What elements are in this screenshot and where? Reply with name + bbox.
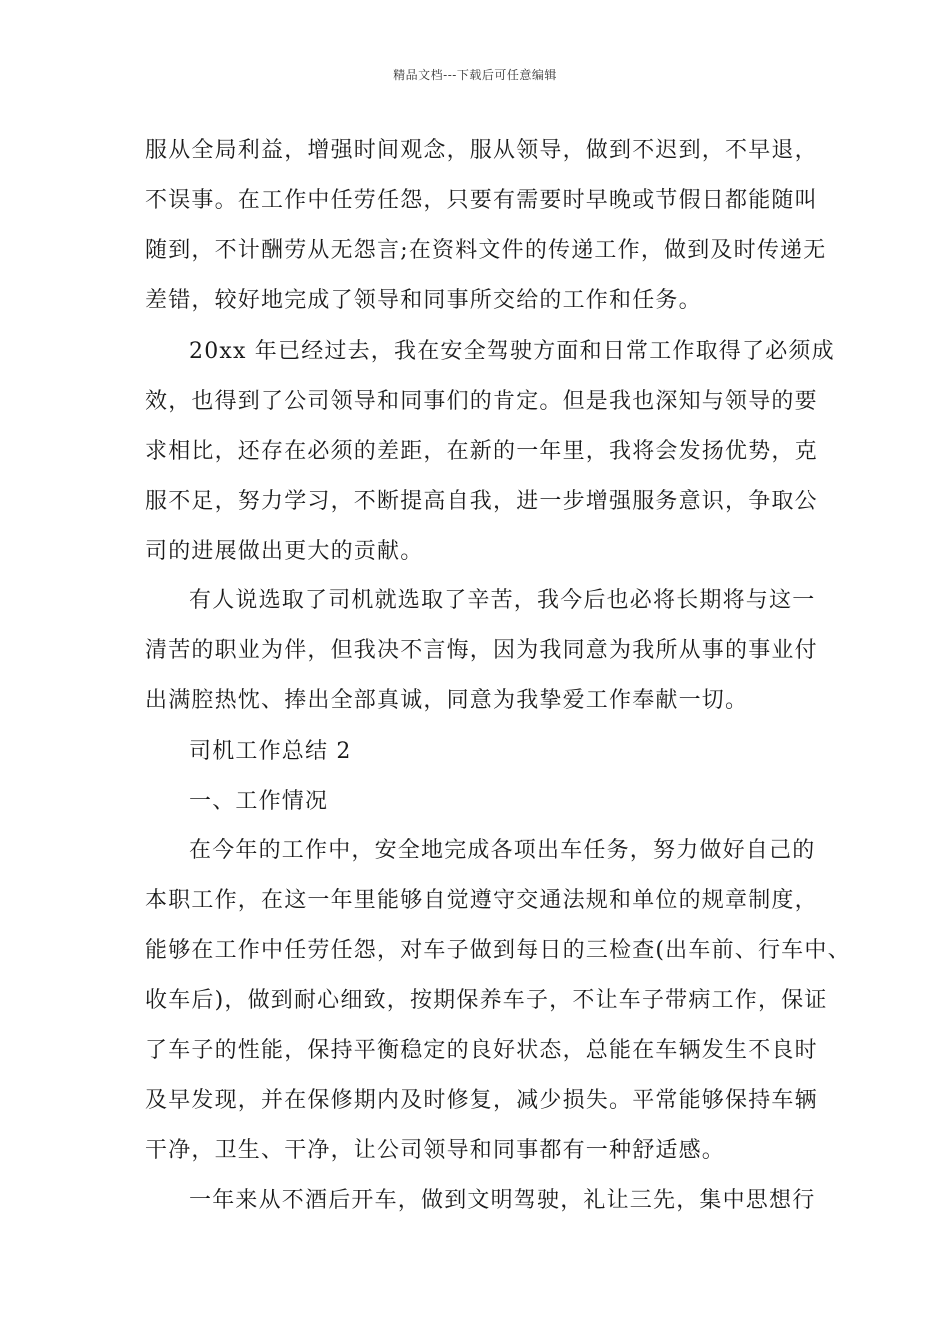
body-line: 收车后)，做到耐心细致，按期保养车子，不让车子带病工作，保证 <box>145 988 828 1013</box>
body-line: 及早发现，并在保修期内及时修复，减少损失。平常能够保持车辆 <box>145 1088 818 1113</box>
section-title: 司机工作总结 2 <box>189 739 352 764</box>
body-line: 随到，不计酬劳从无怨言;在资料文件的传递工作，做到及时传递无 <box>145 238 827 263</box>
paragraph-first-line: 有人说选取了司机就选取了辛苦，我今后也必将长期将与这一 <box>189 588 816 613</box>
body-line: 清苦的职业为伴，但我决不言悔，因为我同意为我所从事的事业付 <box>145 638 818 663</box>
paragraph-first-line: 在今年的工作中，安全地完成各项出车任务，努力做好自己的 <box>189 838 816 863</box>
body-line: 不误事。在工作中任劳任怨，只要有需要时早晚或节假日都能随叫 <box>145 188 818 213</box>
body-line: 差错，较好地完成了领导和同事所交给的工作和任务。 <box>145 288 702 313</box>
body-line: 出满腔热忱、捧出全部真诚，同意为我挚爱工作奉献一切。 <box>145 688 749 713</box>
body-line: 效，也得到了公司领导和同事们的肯定。但是我也深知与领导的要 <box>145 389 818 414</box>
body-line: 服从全局利益，增强时间观念，服从领导，做到不迟到，不早退， <box>145 138 818 163</box>
page-header: 精品文档---下载后可任意编辑 <box>393 68 557 82</box>
body-line: 司的进展做出更大的贡献。 <box>145 539 424 564</box>
body-line: 能够在工作中任劳任怨，对车子做到每日的三检查(出车前、行车中、 <box>145 938 851 963</box>
body-line: 求相比，还存在必须的差距，在新的一年里，我将会发扬优势，克 <box>145 439 818 464</box>
body-line: 本职工作，在这一年里能够自觉遵守交通法规和单位的规章制度， <box>145 888 818 913</box>
body-line: 干净，卫生、干净，让公司领导和同事都有一种舒适感。 <box>145 1138 726 1163</box>
body-line: 服不足，努力学习，不断提高自我，进一步增强服务意识，争取公 <box>145 489 818 514</box>
section-heading: 一、工作情况 <box>189 789 329 814</box>
body-line: 了车子的性能，保持平衡稳定的良好状态，总能在车辆发生不良时 <box>145 1038 818 1063</box>
paragraph-first-line: 一年来从不酒后开车，做到文明驾驶，礼让三先，集中思想行 <box>189 1188 816 1213</box>
paragraph-first-line: 20xx 年已经过去，我在安全驾驶方面和日常工作取得了必须成 <box>189 339 835 364</box>
